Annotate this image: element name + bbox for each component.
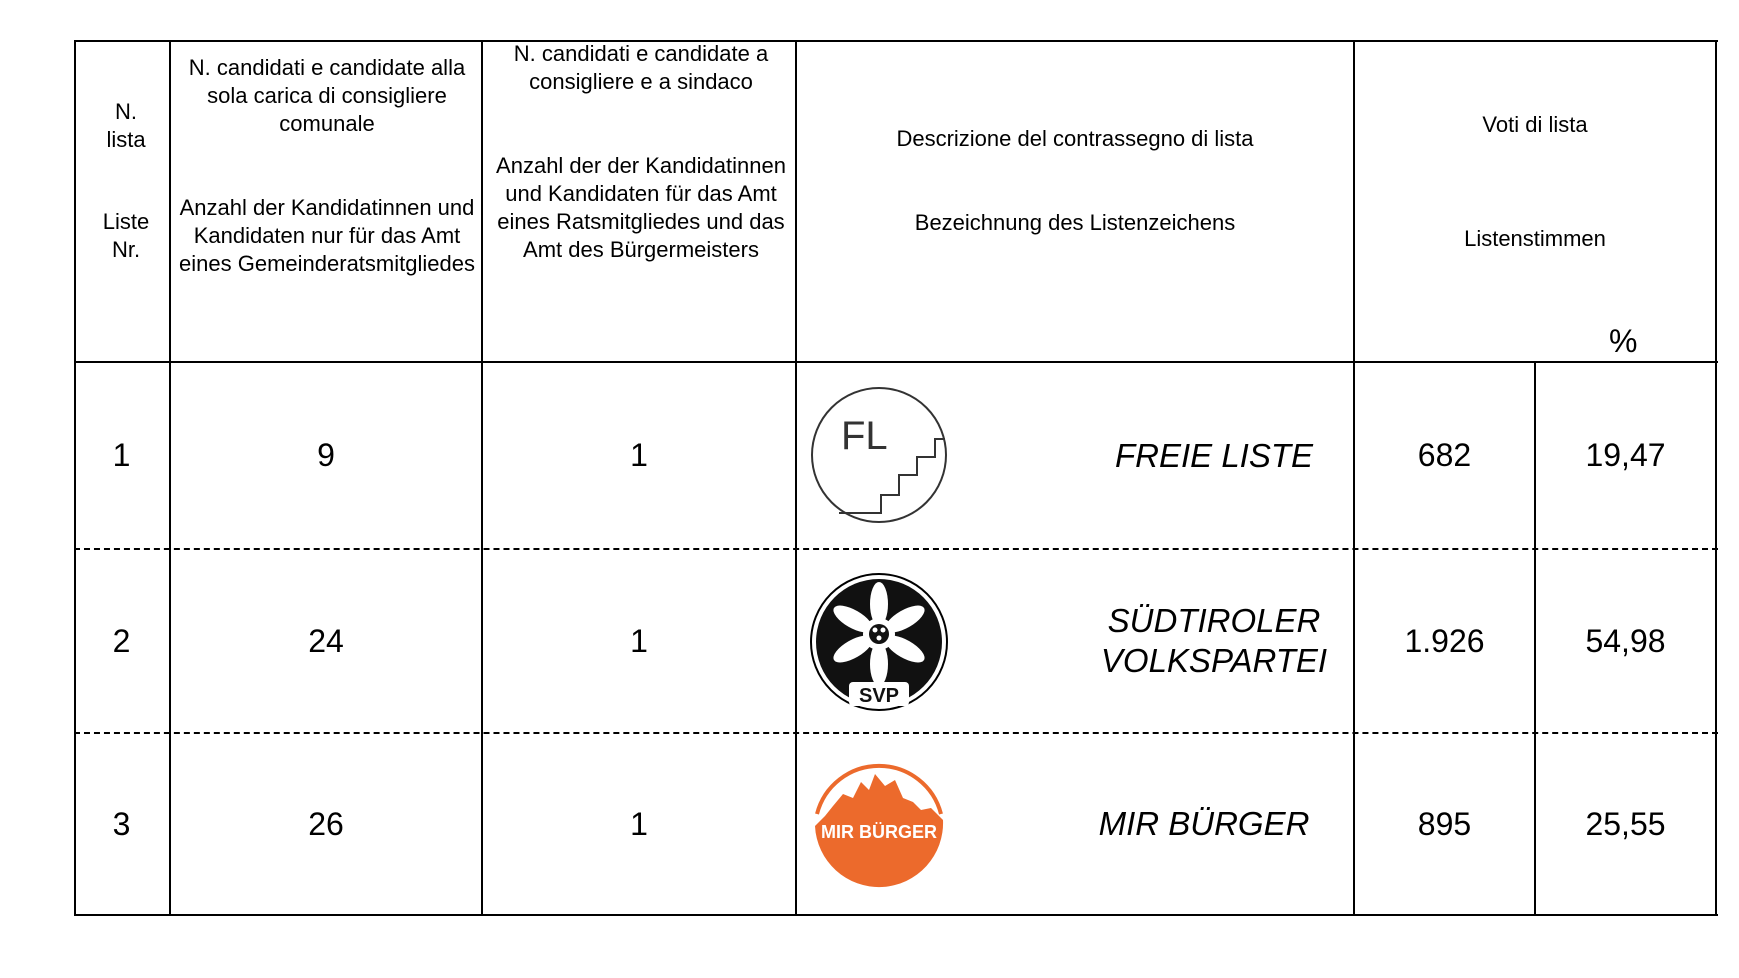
list-number: 1: [112, 437, 131, 473]
party-name: SÜDTIROLER VOLKSPARTEI: [1100, 602, 1328, 679]
header-council-mayor-de: Anzahl der der Kandidatinnen und Kandidaten für das Amt eines Ratsmitgliedes und das Amt des Bürgermeisters: [496, 153, 786, 262]
list-votes: 682: [1417, 437, 1472, 473]
header-symbol-de: Bezeichnung des Listenzeichens: [914, 210, 1236, 235]
header-symbol-it: Descrizione del contrassegno di lista: [896, 126, 1254, 151]
list-number: 2: [112, 622, 131, 659]
svp-edelweiss-logo: [809, 572, 949, 712]
council-only-count: 24: [308, 622, 344, 659]
party-name: FREIE LISTE: [1114, 436, 1314, 474]
council-mayor-count: 1: [630, 805, 648, 842]
column-border: [795, 40, 797, 916]
party-name: MIR BÜRGER: [1098, 805, 1310, 842]
results-table: [74, 40, 1718, 916]
svp-logo-text: SVP: [858, 685, 900, 707]
header-council-only-it: N. candidati e candidate alla sola carica di consigliere comunale: [188, 55, 466, 136]
list-number: 3: [112, 805, 131, 842]
header-council-mayor-it: N. candidati e candidate a consigliere e a sindaco: [513, 41, 769, 94]
list-percent: 54,98: [1585, 622, 1666, 659]
header-list-no-it: N. lista: [106, 99, 146, 152]
council-only-count: 9: [317, 437, 335, 473]
list-votes: 895: [1417, 805, 1472, 842]
council-mayor-count: 1: [630, 622, 648, 659]
header-council-only-de: Anzahl der Kandidatinnen und Kandidaten nur für das Amt eines Gemeinderatsmitgliedes: [179, 195, 475, 276]
header-votes-it: Voti di lista: [1482, 112, 1588, 137]
list-percent: 25,55: [1585, 805, 1666, 842]
council-only-count: 26: [308, 805, 344, 842]
council-mayor-count: 1: [630, 437, 648, 473]
header-percent: %: [1609, 323, 1638, 359]
list-percent: 19,47: [1585, 437, 1666, 473]
table-top-border: [74, 40, 1718, 42]
freie-liste-logo: [809, 385, 949, 525]
freie-liste-logo-text: FL: [841, 414, 888, 458]
list-votes: 1.926: [1404, 622, 1485, 659]
header-votes-de: Listenstimmen: [1464, 226, 1606, 251]
table-bottom-border: [74, 914, 1718, 916]
mir-buerger-logo-text: MIR BÜRGER: [821, 822, 937, 842]
header-list-no-de: Liste Nr.: [102, 209, 150, 262]
column-border: [1715, 40, 1717, 916]
mir-buerger-logo: [809, 754, 949, 894]
